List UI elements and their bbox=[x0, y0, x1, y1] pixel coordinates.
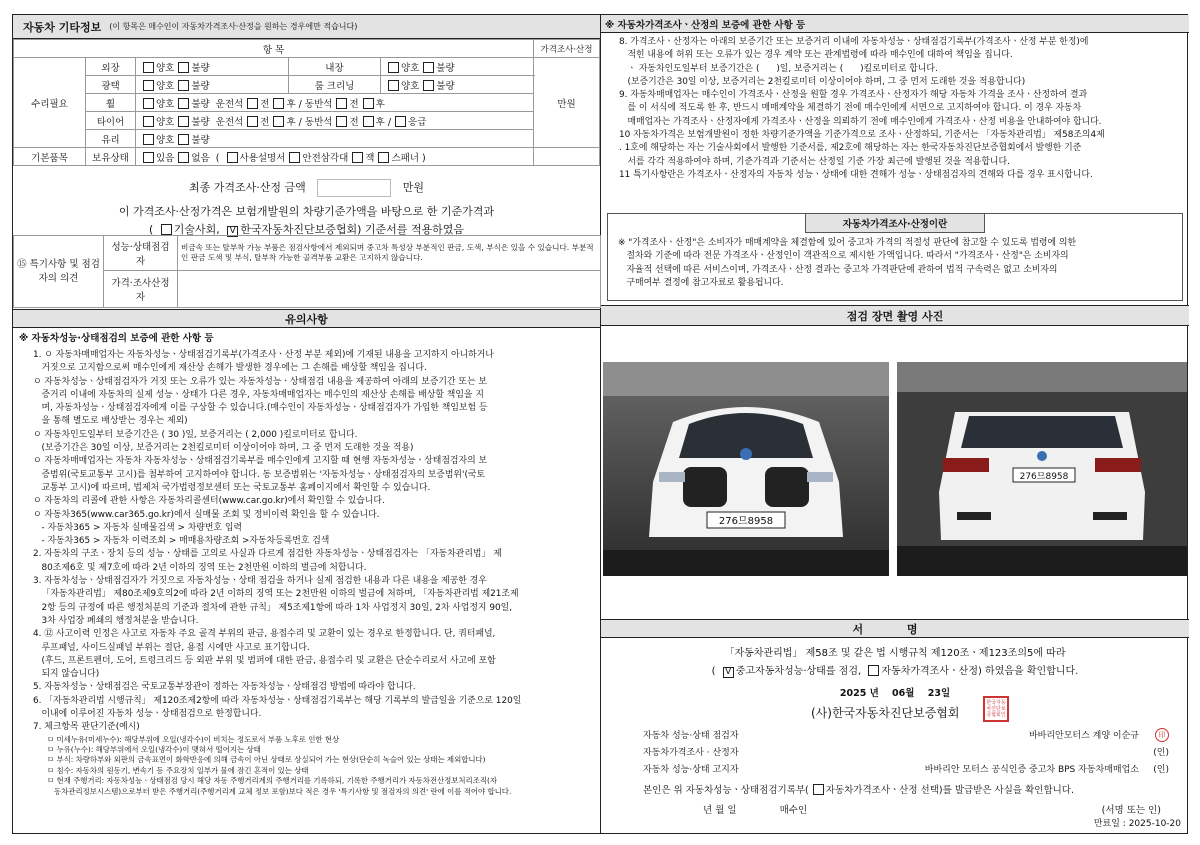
section-title-note: (이 항목은 매수인이 자동차가격조사·산정을 원하는 경우에만 적습니다) bbox=[109, 22, 358, 31]
final-price-unit: 만원 bbox=[402, 181, 424, 194]
receipt-b: 자동차가격조사ㆍ산정 선택)를 발급받은 사실을 확인합니다. bbox=[825, 785, 1074, 796]
final-price-input[interactable] bbox=[317, 179, 391, 197]
date-unit: 일 bbox=[940, 688, 951, 699]
warranty-line: 9. 자동차매매업자는 매수인이 가격조사ㆍ산정을 원할 경우 가격조사ㆍ산정자가 해당 자동차 가격을 조사ㆍ산정하여 결과 bbox=[619, 90, 1088, 101]
checkbox[interactable] bbox=[247, 116, 258, 127]
notice-line: 거짓으로 고지함으로써 매수인에게 재산상 손해가 발생한 경우에는 그 손해를 배상할 책임을 집니다. bbox=[33, 363, 427, 374]
checkbox[interactable] bbox=[363, 116, 374, 127]
checkbox[interactable] bbox=[868, 665, 879, 676]
notice-line: 되지 않습니다) bbox=[33, 669, 100, 680]
notice-body bbox=[13, 346, 600, 735]
signer-row bbox=[643, 728, 1169, 745]
special-notes-table bbox=[13, 235, 601, 308]
opt-label: 불량 bbox=[191, 134, 210, 146]
checkbox[interactable] bbox=[143, 116, 154, 127]
opt-label: 불량 bbox=[191, 98, 210, 110]
definition-line: 자율적 선택에 따른 서비스이며, 가격조사ㆍ산정 결과는 중고차 가격판단에 관하여 법적 구속력은 없고 소비자의 bbox=[618, 264, 1058, 275]
opt-label: 잭 bbox=[365, 152, 375, 164]
date-year: 2025 bbox=[839, 688, 867, 699]
signer-row bbox=[643, 762, 1169, 779]
checkbox[interactable] bbox=[423, 62, 434, 73]
checkbox[interactable] bbox=[227, 152, 238, 163]
checkbox[interactable] bbox=[363, 98, 374, 109]
checkbox-checked[interactable]: V bbox=[227, 226, 238, 237]
basic-state: 보유상태 bbox=[86, 148, 136, 166]
notice-line: 교통부 고시)에 따르며, 법제처 국가법령정보센터 또는 국토교통부 홈페이지에서 확인할 수 있습니다. bbox=[33, 482, 431, 493]
criteria-line: 동차관리정보시스템)으로부터 받은 주행거리(주행거리계 교체 정보 포함)보다 적은 경우 '특기사항 및 점검자의 의견' 란에 이를 적어야 합니다. bbox=[47, 786, 512, 796]
signer-role: 자동차 성능·상태 점검자 bbox=[643, 731, 739, 741]
section-title: 자동차 기타정보 bbox=[23, 20, 102, 34]
notice-subtitle: ※ 자동차성능·상태점검의 보증에 관한 사항 등 bbox=[19, 333, 214, 344]
opt-label: 없음 bbox=[191, 152, 210, 164]
notice-line: - 자동차365 > 자동차 이력조회 > 매매용차량조회 >자동차등록번호 검색 bbox=[33, 536, 330, 547]
opt-label: 양호 bbox=[156, 134, 175, 146]
opt-label: 사용설명서 bbox=[239, 152, 286, 164]
opt-label: 양호 bbox=[400, 80, 420, 92]
warranty-line: 10 자동차가격은 보험개발원이 정한 차량기준가액을 기준가격으로 조사ㆍ산정하되, 기준서는 「자동차관리법」 제58조의4제 bbox=[619, 130, 1105, 141]
org-seal bbox=[983, 696, 1009, 722]
final-price-label: 최종 가격조사·산정 금액 bbox=[188, 181, 306, 194]
signer-role: 자동차가격조사 · 산정자 bbox=[643, 748, 739, 758]
signer-role: 자동차 성능·상태 고지자 bbox=[643, 765, 739, 775]
opt-label: 후 / bbox=[375, 116, 392, 128]
row-name: 외장 bbox=[86, 58, 136, 76]
unit-manwon: 만원 bbox=[534, 58, 600, 148]
checkbox[interactable] bbox=[352, 152, 363, 163]
row-name: 휠 bbox=[86, 94, 136, 112]
receipt-line bbox=[643, 782, 1169, 796]
opt-label: 불량 bbox=[191, 62, 210, 74]
definition-line: 구매여부 결정에 참고자료로 활용됩니다. bbox=[618, 277, 784, 288]
notice-line: 80조제6호 및 제7호에 따라 2년 이하의 징역 또는 2천만원 이하의 벌금에 처합니다. bbox=[33, 562, 367, 573]
warranty-line: 서를 각각 적용하여야 하며, 기준가격과 기준서는 산정일 기준 가장 최근에 발행된 것을 적용합니다. bbox=[619, 156, 1010, 167]
checkbox[interactable] bbox=[143, 134, 154, 145]
signer-name: 바바리안모터스 계양 이순규 bbox=[1028, 731, 1139, 741]
buyer-label: 매수인 bbox=[779, 805, 808, 816]
row-name: 타이어 bbox=[86, 112, 136, 130]
signature-section: 서 명 「자동차관리법」 제58조 및 같은 법 시행규칙 제120조ㆍ제123조의5에 따라 ( V 중고자동차성능·상태를 점검, 자동차가격조사ㆍ산정) 하였음을 확인합니다. 2025 년 06월 23일 (사)한국자동차진단보증협회 한국자동차진단보증협회인 자동차 성능·상태 점검자 바바리안모터스 계양 이순규 印 자동차가격조사 · 산정자 (인) 자동차 성능·상태 고지자 바바리안 모터스 공식인증 중고차 BPS 자동차매매업소 (인) 본인은 위 자동차성능ㆍ상태점검기록부( 자동차가격조사ㆍ산정 선택)를 발급받은 사실을 확인합니다. 년 월 일 매수인 (서명 또는 인) 만료일 : 2025-10-20 bbox=[601, 619, 1189, 833]
checkbox[interactable] bbox=[178, 134, 189, 145]
opt-label: 양호 bbox=[400, 62, 420, 74]
extra-label: 운전석 bbox=[215, 98, 244, 110]
checkbox[interactable] bbox=[178, 116, 189, 127]
checkbox[interactable] bbox=[395, 116, 406, 127]
opt-label: 전 bbox=[349, 116, 359, 128]
checkbox[interactable] bbox=[143, 80, 154, 91]
warranty-line: ㆍ 자동차인도일부터 보증기간은 ( )일, 보증거리는 ( )킬로미터로 합니다. bbox=[619, 63, 938, 74]
rear-photo bbox=[897, 362, 1187, 576]
checkbox[interactable] bbox=[273, 116, 284, 127]
criteria-line: ㅁ 현재 주행거리: 자동차성능ㆍ상태점검 당시 해당 자동 주행거리계의 주행거리를 기록하되, 기록한 주행거리가 자동차전산정보처리조직(자 bbox=[47, 776, 498, 786]
notice-section bbox=[13, 309, 600, 833]
header-price: 가격조사·산정 bbox=[534, 40, 600, 58]
notice-line: 증범위(국토교통부 고시)를 첨부하여 고지하여야 합니다. 동 보증범위는 '자동차성능ㆍ상태점검자의 보증범위'(국토 bbox=[33, 469, 486, 480]
opt-label: 있음 bbox=[156, 152, 175, 164]
opt-label: 양호 bbox=[156, 80, 175, 92]
perf-text: 비금속 또는 탈부착 가능 부품은 점검사항에서 제외되며 중고차 특성상 부분적인 판금, 도색, 부식은 있을 수 있습니다. 부분적인 판금 도색 및 부식, 탈부착 가능한 골격부품 교환은 고지하지 않습니다. bbox=[178, 236, 601, 271]
left-column bbox=[13, 15, 601, 833]
sign-opt1: 중고자동차성능·상태를 점검, bbox=[735, 666, 862, 677]
notice-line: (후드, 프론트펜더, 도어, 트렁크리드 등 외판 부위 및 범퍼에 대한 판금, 용접수리 및 교환은 단순수리로서 사고에 포함 bbox=[33, 655, 496, 666]
other-info-section: 자동차 기타정보 (이 항목은 매수인이 자동차가격조사·산정을 원하는 경우에만 적습니다) 항 목 가격조사·산정 수리필요 외장 양호 불량 내장 양호 불량 만원 광택 양호 불량 룸 크리닝 양호 불량 휠 양호 불량 운전석 전 후 / 동반석 전 후 타이어 양호 불량 운전석 전 후 / 동반석 전 후 / 응급 유리 양호 불량 기본품목 보유상태 있음 없음 ( 사용설명서 안전삼각대 잭 스패너 ) 최종 가격조사·산정 금액 만원 이 가격조사·산정가격은 보험개발원의 차량기준가액을 바탕으로 한 기준가격과 ( 기술사회, V 한국자동차진단보증협회) 기준서를 적용하였음 ⑮ 특기사항 및 점검자의 의견 성능·상태점검자 비금속 또는 탈부착 가능 부품은 점검사항에서 제외되며 중고차 특성상 부분적인 판금, 도색, 부식은 있을 수 있습니다. 부분적인 판금 도색 및 부식, 탈부착 가능한 골격부품 교환은 고지하지 않습니다. 가격·조사산정자 bbox=[13, 15, 600, 309]
checkbox[interactable] bbox=[178, 98, 189, 109]
opt-label: 불량 bbox=[191, 80, 210, 92]
rear-car-image bbox=[897, 362, 1187, 576]
notice-line: 2항 등의 규정에 따른 행정처분의 기준과 절차에 관한 규칙」 제5조제1항에 따라 1차 사업정지 30일, 2차 사업정지 90일, bbox=[33, 602, 513, 613]
criteria-line: ㅁ 침수: 자동차의 원동기, 변속기 등 주요장치 일부가 물에 잠긴 흔적이 있는 상태 bbox=[47, 765, 309, 775]
checkbox[interactable] bbox=[143, 62, 154, 73]
notice-line: 을 통해 별도로 배상받는 경우는 제외) bbox=[33, 416, 188, 427]
opt-label: ( bbox=[215, 152, 223, 164]
date-unit: 월 bbox=[905, 688, 915, 699]
special-label: ⑮ 특기사항 및 점검자의 의견 bbox=[14, 236, 104, 308]
notice-line: 7. 체크항목 판단기준(예시) bbox=[33, 722, 140, 733]
opt-label: 안전삼각대 bbox=[302, 152, 349, 164]
checkbox[interactable] bbox=[336, 98, 347, 109]
opt-label: 불량 bbox=[436, 80, 455, 92]
opt-label: 불량 bbox=[436, 62, 455, 74]
front-car-image bbox=[603, 362, 889, 576]
checkbox[interactable] bbox=[378, 152, 389, 163]
sign-opt2: 자동차가격조사ㆍ산정) 하였음을 확인합니다. bbox=[881, 666, 1079, 677]
extra-label: 운전석 bbox=[215, 116, 244, 128]
notice-line: - 자동차365 > 자동차 실매물검색 > 차량번호 입력 bbox=[33, 522, 242, 533]
checkbox[interactable] bbox=[143, 98, 154, 109]
criteria-line: ㅁ 누유(누수): 해당부위에서 오일(냉각수)이 맺혀서 떨어지는 상태 bbox=[47, 745, 261, 755]
warranty-line: 8. 가격조사ㆍ산정자는 아래의 보증기간 또는 보증거리 이내에 자동차성능ㆍ상태점검기록부(가격조사ㆍ산정 부분 한정)에 bbox=[619, 37, 1089, 47]
row-name: 유리 bbox=[86, 130, 136, 148]
basis-opt2: 한국자동차진단보증협회) 기준서를 적용하였음 bbox=[240, 223, 465, 236]
criteria-line: ㅁ 부식: 차량하부와 외판의 금속표면이 화학반응에 의해 금속이 아닌 상태로 상실되어 가는 현상(단순히 녹슬어 있는 상태는 제외합니다) bbox=[47, 755, 486, 765]
inspection-record-page bbox=[12, 14, 1188, 834]
buyer-sign: (서명 또는 인) bbox=[1101, 805, 1161, 816]
sign-line1: 「자동차관리법」 제58조 및 같은 법 시행규칙 제120조ㆍ제123조의5에 따라 bbox=[724, 648, 1066, 659]
definition-box bbox=[607, 213, 1183, 301]
right-column bbox=[601, 15, 1189, 833]
opt-label: 응급 bbox=[408, 116, 427, 128]
warranty-line: 적힌 내용에 허위 또는 오류가 있는 경우 계약 또는 관계법령에 따라 매수인에 대하여 책임을 집니다. bbox=[619, 50, 1013, 61]
basic-label: 기본품목 bbox=[14, 148, 86, 166]
checkbox[interactable] bbox=[247, 98, 258, 109]
plate-text: 276므8958 bbox=[1019, 472, 1069, 482]
notice-line: 4. ⑫ 사고이력 인정은 사고로 자동차 주요 골격 부위의 판금, 용접수리 및 교환이 있는 경우로 한정합니다. 단, 쿼터패널, bbox=[33, 629, 496, 640]
opt-label: 후 bbox=[375, 98, 385, 110]
definition-line: ※ "가격조사ㆍ산정"은 소비자가 매매계약을 체결함에 있어 중고차 가격의 적절성 판단에 참고할 수 있도록 법령에 의한 bbox=[618, 238, 1077, 248]
warranty-line: . 1호에 해당하는 자는 기술사회에서 발행한 기준서를, 제2호에 해당하는 자는 한국자동차진단보증협회에서 발행한 기준 bbox=[619, 143, 1082, 154]
definition-line: 절차와 기준에 따라 전문 가격조사ㆍ산정인이 객관적으로 제시한 가액입니다. 따라서 "가격조사ㆍ산정"은 소비자의 bbox=[618, 251, 1069, 262]
signer-mark: (인) bbox=[1153, 765, 1169, 775]
checkbox[interactable] bbox=[178, 152, 189, 163]
notice-line: 2. 자동차의 구조ㆍ장치 등의 성능ㆍ상태를 고의로 사실과 다르게 점검한 자동차성능ㆍ상태점검자는 「자동차관리법」 제 bbox=[33, 549, 502, 560]
definition-title: 자동차가격조사·산정이란 bbox=[805, 213, 985, 233]
row-name2: 내장 bbox=[288, 58, 380, 76]
opt-label: 전 bbox=[260, 98, 270, 110]
opt-label: 전 bbox=[349, 98, 359, 110]
repair-label: 수리필요 bbox=[14, 58, 86, 148]
receipt-a: 본인은 위 자동차성능ㆍ상태점검기록부( bbox=[643, 785, 809, 796]
header-item: 항 목 bbox=[14, 40, 534, 58]
date-unit: 년 bbox=[869, 688, 879, 699]
warranty-line: 를 이 서식에 적도록 한 후, 반드시 매매계약을 체결하기 전에 매수인에게 서면으로 고지하여야 합니다. 이 경우 자동차 bbox=[619, 103, 1082, 114]
basis-line1: 이 가격조사·산정가격은 보험개발원의 차량기준가액을 바탕으로 한 기준가격과 bbox=[118, 205, 495, 218]
opt-label: 스패너 ) bbox=[391, 152, 426, 164]
opt-label: 후 / 동반석 bbox=[286, 116, 333, 128]
checkbox[interactable] bbox=[289, 152, 300, 163]
row-name2: 룸 크리닝 bbox=[288, 76, 380, 94]
notice-line: 1. ㅇ 자동차매매업자는 자동차성능ㆍ상태점검기록부(가격조사ㆍ산정 부분 제외)에 기재된 내용을 고지하지 아니하거나 bbox=[33, 350, 494, 360]
row-name: 광택 bbox=[86, 76, 136, 94]
photo-section bbox=[601, 305, 1189, 617]
plate-text: 276므8958 bbox=[718, 516, 774, 527]
notice-line: ㅇ 자동차매매업자는 자동차 자동차성능ㆍ상태점검기록부를 매수인에게 고지할 때 현행 자동차성능ㆍ상태점검자의 보 bbox=[33, 456, 488, 467]
seal-text: 한국자동차진단보증협회인 bbox=[986, 700, 1006, 718]
signer-name: 바바리안 모터스 공식인증 중고차 BPS 자동차매매업소 bbox=[924, 765, 1139, 775]
photo-header: 점검 장면 촬영 사진 bbox=[601, 306, 1189, 326]
notice-header: 유의사항 bbox=[13, 310, 600, 328]
checkbox[interactable] bbox=[161, 224, 172, 235]
warranty-line: 11 특기사항란은 가격조사ㆍ산정자의 자동차 성능ㆍ상태에 대한 견해가 성능ㆍ상태점검자의 견해와 다를 경우 표시합니다. bbox=[619, 169, 1093, 180]
notice-line: 3. 자동차성능ㆍ상태점검자가 거짓으로 자동차성능ㆍ상태 점검을 하거나 실제 점검한 내용과 다른 내용을 제공한 경우 bbox=[33, 576, 487, 587]
checkbox[interactable] bbox=[273, 98, 284, 109]
opt-label: 후 / 동반석 bbox=[286, 98, 333, 110]
checkbox[interactable] bbox=[178, 62, 189, 73]
signer-row bbox=[643, 745, 1169, 762]
notice-line: 6. 「자동차관리법 시행규칙」 제120조제2항에 따라 자동차성능ㆍ상태점검기록부는 해당 기록부의 발급일을 기준으로 120일 bbox=[33, 695, 522, 706]
checkbox[interactable] bbox=[336, 116, 347, 127]
price-label: 가격·조사산정자 bbox=[104, 270, 178, 307]
checkbox[interactable] bbox=[423, 80, 434, 91]
opt-label: 전 bbox=[260, 116, 270, 128]
checkbox-checked[interactable]: V bbox=[723, 667, 734, 678]
notice-line: (보증기간은 30일 이상, 보증거리는 2천킬로미터 이상이어야 하며, 그 중 먼저 도래한 것을 적용) bbox=[33, 443, 414, 454]
notice-line: ㅇ 자동차의 리콜에 관한 사항은 자동차리콜센터(www.car.go.kr)에서 확인할 수 있습니다. bbox=[33, 496, 385, 507]
notice-line: 루프패널, 사이드실패널 부위는 절단, 용접 시에만 사고로 표기합니다. bbox=[33, 642, 310, 653]
warranty-line: 매매업자는 가격조사ㆍ산정자에게 가격조사ㆍ산정을 의뢰하기 전에 매수인에게 가격조사ㆍ산정 비용을 안내하여야 합니다. bbox=[619, 116, 1102, 127]
condition-table bbox=[13, 39, 600, 166]
expiry-date: 만료일 : 2025-10-20 bbox=[1093, 819, 1181, 829]
checkbox[interactable] bbox=[143, 152, 154, 163]
notice-line: 5. 자동차성능ㆍ상태점검은 국토교통부장관이 정하는 자동차성능ㆍ상태점검 방법에 따라야 합니다. bbox=[33, 682, 416, 693]
criteria-line: ㅁ 미세누유(미세누수): 해당부위에 오일(냉각수)이 비치는 정도로서 부품 노후로 인한 현상 bbox=[47, 734, 340, 744]
criteria-body bbox=[13, 735, 600, 797]
opt-label: 불량 bbox=[191, 116, 210, 128]
sign-header: 서 명 bbox=[601, 620, 1189, 638]
checkbox[interactable] bbox=[388, 62, 399, 73]
signer-list bbox=[643, 728, 1169, 779]
date-month: 06 bbox=[892, 688, 906, 699]
notice-line: 며, 자동차성능ㆍ상태점검자에게 이를 구상할 수 있습니다.(매수인이 자동차성능ㆍ상태점검자가 가입한 책임보험 등 bbox=[33, 403, 488, 414]
org-name: (사)한국자동차진단보증협회 bbox=[811, 706, 960, 720]
notice-line: 3차 사업장 폐쇄의 행정처분을 받습니다. bbox=[33, 615, 199, 626]
notice-line: 「자동차관리법」 제80조제9호의2에 따라 2년 이하의 징역 또는 2천만원 이하의 벌금에 처하며, 「자동차관리법 제21조제 bbox=[33, 589, 519, 600]
notice-line: 증거리 이내에 자동차의 실제 성능ㆍ상태가 다른 경우, 자동차매매업자는 매수인의 재산상 손해를 배상할 책임을 지 bbox=[33, 389, 484, 400]
notice-line: ㅇ 자동차365(www.car365.go.kr)에서 실매물 조회 및 정비이력 확인을 할 수 있습니다. bbox=[33, 509, 380, 520]
definition-body bbox=[608, 233, 1182, 290]
checkbox[interactable] bbox=[388, 80, 399, 91]
front-photo bbox=[603, 362, 889, 576]
opt-label: 양호 bbox=[156, 98, 175, 110]
warranty-title: ※ 자동차가격조사ㆍ산정의 보증에 관한 사항 등 bbox=[601, 15, 1189, 33]
signer-mark: (인) bbox=[1153, 748, 1169, 758]
warranty-body bbox=[601, 33, 1189, 182]
notice-line: 이내에 이루어진 자동차 성능ㆍ상태점검으로 한정합니다. bbox=[33, 709, 262, 720]
date-day: 23 bbox=[927, 688, 941, 699]
signer-mark: 印 bbox=[1155, 728, 1169, 742]
receipt-date: 년 월 일 bbox=[703, 805, 737, 816]
basis-opt1: 기술사회, bbox=[173, 223, 220, 236]
opt-label: 양호 bbox=[156, 62, 175, 74]
checkbox[interactable] bbox=[813, 784, 824, 795]
checkbox[interactable] bbox=[178, 80, 189, 91]
notice-line: ㅇ 자동차인도일부터 보증기간은 ( 30 )일, 보증거리는 ( 2,000 )킬로미터로 합니다. bbox=[33, 429, 358, 440]
notice-line: ㅇ 자동차성능ㆍ상태점검자가 거짓 또는 오류가 있는 자동차성능ㆍ상태점검 내용을 제공하여 아래의 보증기간 또는 보 bbox=[33, 376, 487, 387]
warranty-line: (보증기간은 30일 이상, 보증거리는 2천킬로미터 이상이어야 하며, 그 중 먼저 도래한 것을 적용합니다) bbox=[619, 76, 1026, 87]
sign-date bbox=[601, 685, 1189, 699]
price-warranty-section bbox=[601, 15, 1189, 305]
perf-label: 성능·상태점검자 bbox=[104, 236, 178, 271]
opt-label: 양호 bbox=[156, 116, 175, 128]
